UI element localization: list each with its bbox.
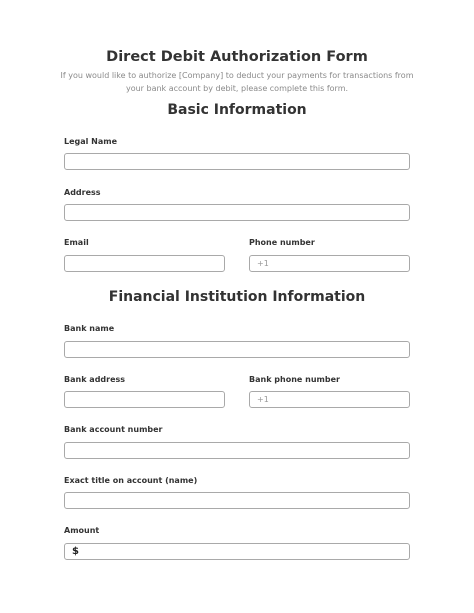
bank-name-input[interactable]	[64, 341, 410, 358]
bank-phone-number-input[interactable]	[249, 391, 410, 408]
bank-phone-number-label: Bank phone number	[249, 375, 340, 384]
amount-label: Amount	[64, 526, 100, 535]
phone-country-code: +1	[257, 259, 269, 268]
address-input[interactable]	[64, 204, 410, 221]
basic-information-heading: Basic Information	[167, 102, 307, 118]
email-label: Email	[64, 238, 89, 247]
bank-account-number-label: Bank account number	[64, 425, 163, 434]
bank-address-input[interactable]	[64, 391, 225, 408]
bank-name-label: Bank name	[64, 324, 115, 333]
form-title: Direct Debit Authorization Form	[106, 49, 368, 65]
phone-number-label: Phone number	[249, 238, 315, 247]
address-label: Address	[64, 188, 101, 197]
legal-name-label: Legal Name	[64, 137, 118, 146]
account-title-input[interactable]	[64, 492, 410, 509]
form-intro: If you would like to authorize [Company] to deduct your payments for transactions from your bank account by debit, please complete this form.	[60, 71, 414, 93]
financial-institution-heading: Financial Institution Information	[108, 289, 366, 305]
amount-input[interactable]	[64, 543, 410, 560]
legal-name-input[interactable]	[64, 153, 410, 170]
bank-phone-country-code: +1	[257, 395, 269, 404]
email-input[interactable]	[64, 255, 225, 272]
account-title-label: Exact title on account (name)	[64, 476, 198, 485]
phone-number-input[interactable]	[249, 255, 410, 272]
bank-address-label: Bank address	[64, 375, 126, 384]
dollar-sign-prefix: $	[72, 546, 79, 557]
bank-account-number-input[interactable]	[64, 442, 410, 459]
